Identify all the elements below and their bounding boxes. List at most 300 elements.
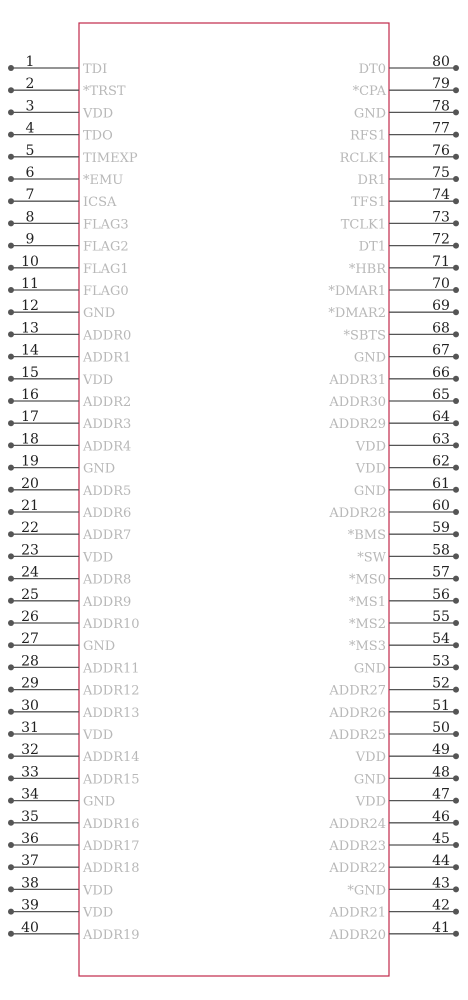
pin-end-dot: [8, 642, 14, 648]
pin-end-dot: [453, 198, 459, 204]
pin-65: [328, 387, 459, 410]
pin-name: VDD: [83, 728, 114, 743]
pin-number: 45: [432, 831, 450, 847]
pin-number: 80: [432, 54, 450, 70]
pin-number: 79: [432, 76, 450, 93]
pin-43: [347, 875, 459, 898]
pin-number: 22: [21, 520, 39, 537]
pin-number: 71: [432, 253, 450, 270]
pin-10: [8, 254, 129, 277]
pin-number: 53: [432, 653, 450, 670]
pin-number: 75: [432, 165, 450, 181]
pin-46: [328, 809, 459, 832]
pin-name: TCLK1: [340, 217, 386, 233]
pin-name: ADDR21: [329, 905, 386, 921]
pin-name: *MS0: [349, 572, 386, 588]
pin-end-dot: [453, 287, 459, 293]
pin-32: [8, 742, 140, 765]
pin-end-dot: [453, 931, 459, 937]
pin-36: [8, 831, 140, 854]
pin-number: 30: [21, 697, 39, 714]
pin-60: [328, 498, 459, 521]
pin-number: 72: [432, 231, 450, 248]
pin-end-dot: [453, 65, 459, 71]
pin-name: VDD: [83, 905, 114, 921]
pin-name: ADDR2: [83, 395, 132, 410]
pin-5: [8, 143, 138, 166]
pin-number: 19: [21, 453, 39, 470]
pin-end-dot: [453, 798, 459, 804]
pin-name: DT1: [358, 239, 386, 255]
pin-number: 6: [25, 165, 35, 181]
pin-end-dot: [453, 642, 459, 648]
pin-name: DT0: [358, 62, 386, 77]
pin-number: 18: [21, 431, 39, 448]
pin-number: 77: [432, 120, 450, 137]
pin-28: [8, 653, 140, 676]
pin-name: *TRST: [83, 84, 126, 100]
pin-name: ADDR1: [83, 350, 132, 366]
pin-end-dot: [453, 687, 459, 693]
pin-56: [349, 587, 459, 610]
pin-end-dot: [8, 864, 14, 870]
pin-name: *DMAR2: [328, 306, 386, 322]
pin-end-dot: [8, 709, 14, 715]
pin-end-dot: [8, 154, 14, 160]
pin-end-dot: [453, 176, 459, 182]
pin-name: VDD: [83, 106, 114, 122]
pin-name: *BMS: [347, 528, 386, 544]
pin-name: VDD: [355, 750, 386, 766]
pin-name: VDD: [83, 883, 114, 899]
pin-number: 32: [21, 742, 39, 759]
pin-name: GND: [83, 306, 116, 322]
pin-35: [8, 809, 140, 832]
pin-end-dot: [8, 243, 14, 249]
pin-name: GND: [83, 461, 116, 477]
pin-number: 36: [21, 831, 39, 847]
pin-name: ADDR22: [329, 861, 386, 877]
pin-end-dot: [453, 487, 459, 493]
pin-number: 49: [432, 742, 450, 759]
pin-end-dot: [8, 198, 14, 204]
pin-name: *HBR: [348, 261, 386, 277]
pin-name: ICSA: [83, 195, 117, 211]
pin-name: ADDR5: [83, 483, 132, 499]
pin-end-dot: [8, 620, 14, 626]
pin-number: 43: [432, 875, 450, 892]
pin-name: ADDR19: [83, 927, 140, 943]
pin-number: 25: [21, 586, 39, 603]
pin-name: GND: [83, 639, 116, 655]
pin-name: TFS1: [351, 195, 386, 211]
pin-end-dot: [8, 687, 14, 693]
pin-number: 20: [21, 475, 39, 492]
pin-70: [328, 276, 459, 299]
pin-number: 8: [25, 209, 35, 226]
pin-39: [8, 898, 113, 921]
pin-end-dot: [8, 531, 14, 537]
pin-end-dot: [453, 109, 459, 115]
pin-end-dot: [8, 176, 14, 182]
pin-end-dot: [453, 531, 459, 537]
pin-54: [349, 631, 459, 654]
pin-name: VDD: [83, 550, 114, 566]
pin-end-dot: [8, 87, 14, 93]
pin-51: [328, 698, 459, 721]
pin-79: [353, 76, 459, 99]
pin-8: [8, 209, 129, 232]
pin-end-dot: [8, 132, 14, 138]
pin-16: [8, 387, 131, 410]
pin-end-dot: [453, 243, 459, 249]
pin-end-dot: [8, 265, 14, 271]
pin-66: [328, 365, 459, 388]
pin-21: [8, 498, 131, 521]
pin-67: [354, 343, 459, 366]
pin-name: ADDR17: [83, 839, 140, 854]
pin-number: 28: [21, 653, 39, 670]
pin-name: ADDR14: [83, 750, 140, 766]
pin-name: GND: [83, 794, 116, 810]
pin-number: 26: [21, 609, 39, 625]
pin-end-dot: [8, 376, 14, 382]
pin-end-dot: [453, 864, 459, 870]
pin-end-dot: [8, 309, 14, 315]
pin-name: *MS1: [349, 594, 386, 610]
pin-end-dot: [453, 598, 459, 604]
pin-name: VDD: [83, 372, 114, 388]
pin-number: 31: [21, 720, 39, 736]
pin-name: ADDR8: [83, 572, 132, 588]
pin-37: [8, 853, 140, 876]
pin-name: ADDR7: [83, 528, 132, 544]
pin-30: [8, 698, 140, 721]
pin-end-dot: [453, 154, 459, 160]
pin-name: *DMAR1: [328, 284, 386, 299]
pin-26: [8, 609, 140, 632]
pin-64: [328, 409, 459, 432]
pin-number: 41: [432, 919, 450, 936]
pin-69: [328, 298, 459, 321]
pin-number: 34: [21, 786, 39, 803]
pin-48: [354, 764, 459, 787]
pin-47: [355, 787, 459, 810]
pin-end-dot: [453, 87, 459, 93]
pin-name: FLAG3: [83, 217, 129, 233]
pin-name: ADDR13: [83, 705, 140, 721]
pin-name: FLAG2: [83, 239, 129, 255]
pin-number: 3: [25, 98, 35, 115]
chip-body-outline: [79, 23, 389, 976]
pin-number: 48: [432, 764, 450, 781]
pin-68: [343, 320, 459, 343]
pin-number: 69: [432, 298, 450, 315]
pin-number: 67: [432, 342, 450, 359]
pin-number: 63: [432, 431, 450, 448]
pin-name: ADDR23: [329, 839, 386, 854]
pin-80: [359, 54, 459, 77]
pin-end-dot: [8, 465, 14, 471]
pin-19: [8, 454, 115, 477]
pin-number: 5: [25, 142, 35, 159]
pin-17: [8, 409, 131, 432]
pin-62: [355, 454, 459, 477]
pin-end-dot: [8, 664, 14, 670]
pin-number: 70: [432, 276, 450, 292]
pin-31: [8, 720, 113, 743]
pin-number: 73: [432, 209, 450, 226]
pin-name: ADDR24: [329, 816, 386, 832]
pin-name: RFS1: [350, 128, 386, 144]
pin-number: 61: [432, 475, 450, 492]
pin-name: ADDR12: [83, 683, 140, 699]
pin-name: ADDR20: [329, 927, 386, 943]
pin-name: FLAG1: [83, 261, 129, 277]
left-pin-group: [8, 54, 140, 943]
pin-number: 4: [25, 120, 35, 137]
pin-2: [8, 76, 126, 99]
pin-14: [8, 343, 131, 366]
pin-20: [8, 476, 131, 499]
pin-name: ADDR27: [329, 683, 386, 699]
pin-name: ADDR0: [83, 328, 132, 344]
pin-number: 10: [21, 253, 39, 270]
pin-end-dot: [453, 553, 459, 559]
pin-number: 40: [21, 919, 39, 936]
pin-number: 54: [432, 631, 450, 648]
pin-number: 12: [21, 298, 39, 315]
pin-number: 47: [432, 786, 450, 803]
pin-number: 39: [21, 897, 39, 914]
pin-end-dot: [8, 820, 14, 826]
pin-15: [8, 365, 113, 388]
pin-number: 78: [432, 98, 450, 115]
pin-number: 27: [21, 631, 39, 648]
pin-end-dot: [453, 775, 459, 781]
pin-name: *GND: [347, 883, 386, 899]
pin-number: 50: [432, 720, 450, 736]
pin-end-dot: [453, 265, 459, 271]
pin-end-dot: [453, 509, 459, 515]
pin-77: [350, 121, 459, 144]
pin-name: GND: [353, 772, 386, 788]
pin-end-dot: [453, 731, 459, 737]
pin-name: GND: [353, 106, 386, 122]
pin-75: [358, 165, 459, 188]
pin-end-dot: [8, 220, 14, 226]
pin-name: ADDR26: [329, 705, 386, 721]
pin-name: *MS2: [349, 617, 386, 632]
pin-name: ADDR28: [329, 506, 386, 521]
pin-number: 55: [432, 609, 450, 625]
pin-end-dot: [453, 886, 459, 892]
pin-end-dot: [453, 576, 459, 582]
pin-end-dot: [8, 509, 14, 515]
pin-number: 68: [432, 320, 450, 337]
pin-number: 15: [21, 364, 39, 381]
pin-end-dot: [8, 287, 14, 293]
pin-50: [328, 720, 459, 743]
pin-name: ADDR4: [83, 439, 132, 455]
pin-number: 24: [21, 564, 39, 581]
pin-58: [357, 542, 459, 565]
pin-name: VDD: [355, 794, 386, 810]
pin-45: [328, 831, 459, 854]
pin-number: 16: [21, 387, 39, 403]
pin-name: ADDR16: [83, 816, 140, 832]
pin-end-dot: [453, 820, 459, 826]
pin-end-dot: [8, 909, 14, 915]
pin-end-dot: [453, 420, 459, 426]
pin-name: TDI: [83, 62, 108, 77]
pin-9: [8, 232, 129, 255]
pin-end-dot: [8, 775, 14, 781]
pin-13: [8, 320, 131, 343]
pin-4: [8, 121, 113, 144]
pin-59: [348, 520, 459, 543]
pin-end-dot: [8, 731, 14, 737]
pin-number: 59: [432, 520, 450, 537]
pin-end-dot: [453, 664, 459, 670]
pin-end-dot: [8, 487, 14, 493]
pin-end-dot: [453, 753, 459, 759]
pin-end-dot: [453, 376, 459, 382]
pin-end-dot: [8, 798, 14, 804]
pin-name: ADDR9: [83, 594, 132, 610]
pin-name: ADDR10: [83, 617, 140, 632]
pin-number: 37: [21, 853, 39, 870]
pin-end-dot: [8, 420, 14, 426]
pin-7: [8, 187, 117, 210]
pin-end-dot: [8, 842, 14, 848]
pin-end-dot: [8, 553, 14, 559]
pin-number: 52: [432, 675, 450, 692]
pin-25: [8, 587, 131, 610]
pin-name: GND: [353, 661, 386, 677]
pin-76: [340, 143, 459, 166]
pin-33: [8, 764, 140, 787]
pin-72: [359, 232, 459, 255]
pin-end-dot: [8, 931, 14, 937]
pin-number: 29: [21, 675, 39, 692]
pin-number: 51: [432, 697, 450, 714]
pin-74: [351, 187, 459, 210]
pin-number: 17: [21, 409, 39, 426]
pin-number: 74: [432, 187, 450, 204]
pin-name: TDO: [83, 128, 113, 144]
pin-end-dot: [453, 465, 459, 471]
pin-1: [8, 54, 107, 77]
pin-29: [8, 676, 140, 699]
pin-end-dot: [8, 753, 14, 759]
pin-number: 44: [432, 853, 450, 870]
pin-name: GND: [353, 350, 386, 366]
pin-6: [8, 165, 123, 188]
pin-number: 7: [25, 187, 35, 204]
pin-end-dot: [453, 331, 459, 337]
pin-22: [8, 520, 131, 543]
pin-name: ADDR6: [83, 506, 132, 521]
pin-42: [328, 898, 459, 921]
pin-52: [328, 676, 459, 699]
pin-27: [8, 631, 115, 654]
pin-number: 65: [432, 387, 450, 403]
pin-name: TIMEXP: [83, 150, 138, 166]
pin-end-dot: [8, 442, 14, 448]
pin-end-dot: [8, 886, 14, 892]
pin-name: VDD: [355, 439, 386, 455]
pin-3: [8, 98, 113, 121]
pin-name: *SW: [357, 550, 386, 566]
pin-71: [349, 254, 459, 277]
pin-name: VDD: [355, 461, 386, 477]
pin-18: [8, 431, 131, 454]
pin-number: 14: [21, 342, 39, 359]
pin-number: 58: [432, 542, 450, 559]
pin-end-dot: [453, 842, 459, 848]
pin-end-dot: [8, 65, 14, 71]
pin-end-dot: [453, 354, 459, 360]
right-pin-group: [328, 54, 459, 943]
pin-name: ADDR31: [329, 372, 386, 388]
pin-12: [8, 298, 115, 321]
pin-44: [328, 853, 459, 876]
pin-end-dot: [8, 398, 14, 404]
pin-name: ADDR11: [83, 661, 140, 677]
pin-end-dot: [453, 709, 459, 715]
pin-name: ADDR3: [83, 417, 132, 433]
pin-23: [8, 542, 113, 565]
pin-name: *SBTS: [343, 328, 386, 344]
pin-name: *EMU: [83, 173, 124, 188]
pin-number: 42: [432, 897, 450, 914]
pin-41: [328, 920, 459, 943]
pin-number: 33: [21, 764, 39, 781]
pin-name: *CPA: [352, 84, 386, 100]
pin-38: [8, 875, 113, 898]
pin-73: [341, 209, 459, 232]
pin-end-dot: [453, 620, 459, 626]
pin-end-dot: [8, 576, 14, 582]
pin-end-dot: [453, 220, 459, 226]
pin-end-dot: [8, 109, 14, 115]
pin-number: 11: [21, 276, 39, 292]
pin-end-dot: [8, 331, 14, 337]
pin-end-dot: [453, 309, 459, 315]
pin-number: 57: [432, 564, 450, 581]
pin-number: 1: [25, 54, 35, 70]
pin-40: [8, 920, 140, 943]
pin-end-dot: [453, 442, 459, 448]
pin-name: ADDR18: [83, 861, 140, 877]
pin-number: 46: [432, 808, 450, 825]
pin-number: 76: [432, 142, 450, 159]
pin-number: 56: [432, 586, 450, 603]
pin-name: ADDR29: [329, 417, 386, 433]
pin-name: ADDR25: [329, 728, 386, 743]
pin-name: ADDR15: [83, 772, 140, 788]
pin-number: 35: [21, 808, 39, 825]
pin-57: [349, 565, 459, 588]
pin-number: 64: [432, 409, 450, 426]
pin-name: *MS3: [349, 639, 386, 655]
pin-end-dot: [453, 132, 459, 138]
pin-number: 60: [432, 498, 450, 514]
pin-name: GND: [353, 483, 386, 499]
pin-number: 9: [25, 231, 35, 248]
pin-61: [354, 476, 459, 499]
